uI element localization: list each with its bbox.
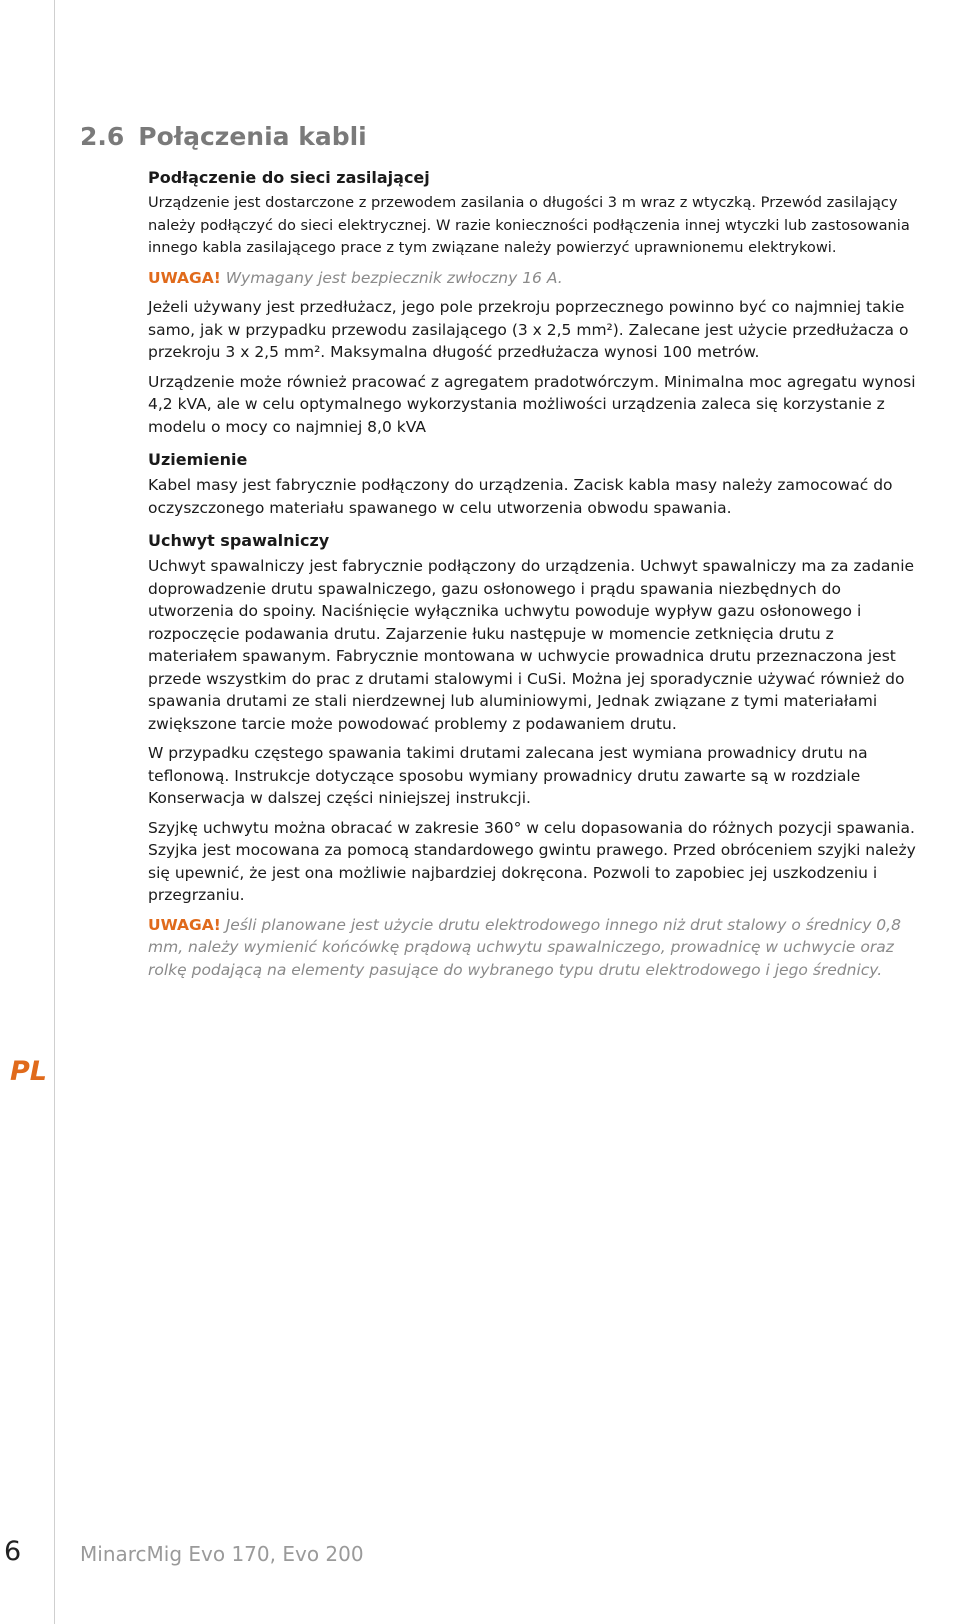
- power-warning: [148, 267, 928, 290]
- page-number: 6: [4, 1536, 22, 1567]
- section-title: Połączenia kabli: [138, 122, 367, 151]
- margin-rule: [54, 0, 55, 1624]
- power-paragraph-2: Jeżeli używany jest przedłużacz, jego pole przekroju poprzecznego powinno być co najmniej takie samo, jak w przypadku przewodu zasilającego (3 x 2,5 mm²). Zalecane jest użycie przedłużacza o przekroju 3 x 2,5 mm². Maksymalna długość przedłużacza wynosi 100 metrów.: [148, 298, 909, 361]
- footer-product-name: MinarcMig Evo 170, Evo 200: [80, 1542, 364, 1566]
- warning-text: Jeśli planowane jest użycie drutu elektrodowego innego niż drut stalowy o średnicy 0,8 mm, należy wymienić końcówkę prądową uchwytu spawalniczego, prowadnicę w uchwycie oraz rolkę podającą na elementy pasujące do wybranego typu drutu elektrodowego i jego średnicy.: [148, 915, 901, 979]
- warning-text: Wymagany jest bezpiecznik zwłoczny 16 A.: [220, 268, 563, 287]
- section-heading: [80, 122, 367, 151]
- power-paragraph-1: Urządzenie jest dostarczone z przewodem zasilania o długości 3 m wraz z wtyczką. Przewód zasilający należy podłączyć do sieci elektrycznej. W razie konieczności podłączenia innej wtyczki lub zastosowania innego kabla zasilającego prace z tym związane należy powierzyć uprawnionemu elektrykowi.: [148, 194, 910, 256]
- torch-paragraph-1: Uchwyt spawalniczy jest fabrycznie podłączony do urządzenia. Uchwyt spawalniczy ma za zadanie doprowadzenie drutu spawalniczego, gazu osłonowego i prądu spawania niezbędnych do utworzenia do spoiny. Naciśnięcie wyłącznika uchwytu powoduje wypływ gazu osłonowego i rozpoczęcie podawania drutu. Zajarzenie łuku następuje w momencie zetknięcia drutu z materiałem spawanym. Fabrycznie montowana w uchwycie prowadnica drutu przeznaczona jest przede wszystkim do prac z drutami stalowymi i CuSi. Można jej sporadycznie używać również do spawania drutami ze stali nierdzewnej lub aluminiowymi, Jednak związane z tymi materiałami zwiększone tarcie może powodować problemy z podawaniem drutu.: [148, 557, 915, 733]
- torch-warning: [148, 914, 928, 982]
- power-heading: Podłączenie do sieci zasilającej: [148, 168, 430, 187]
- torch-paragraph-3: Szyjkę uchwytu można obracać w zakresie 360° w celu dopasowania do różnych pozycji spawania. Szyjka jest mocowana za pomocą standardowego gwintu prawego. Przed obróceniem szyjki należy się upewnić, że jest ona możliwie najbardziej dokręcona. Pozwoli to zapobiec jej uszkodzeniu i przegrzaniu.: [148, 818, 916, 904]
- grounding-paragraph-1: Kabel masy jest fabrycznie podłączony do urządzenia. Zacisk kabla masy należy zamocować do oczyszczonego materiału spawanego w celu utworzenia obwodu spawania.: [148, 476, 893, 517]
- power-paragraph-3: Urządzenie może również pracować z agregatem pradotwórczym. Minimalna moc agregatu wynosi 4,2 kVA, ale w celu optymalnego wykorzystania możliwości urządzenia zaleca się korzystanie z modelu o mocy co najmniej 8,0 kVA: [148, 372, 916, 436]
- section-number: 2.6: [80, 122, 125, 151]
- document-body: [148, 168, 928, 988]
- language-tab: PL: [10, 1056, 47, 1087]
- warning-label: UWAGA!: [148, 268, 221, 287]
- warning-label: UWAGA!: [148, 915, 221, 934]
- torch-paragraph-2: W przypadku częstego spawania takimi drutami zalecana jest wymiana prowadnicy drutu na teflonową. Instrukcje dotyczące sposobu wymiany prowadnicy drutu zawarte są w rozdziale Konserwacja w dalszej części niniejszej instrukcji.: [148, 744, 868, 807]
- torch-heading: Uchwyt spawalniczy: [148, 531, 330, 550]
- grounding-heading: Uziemienie: [148, 450, 248, 469]
